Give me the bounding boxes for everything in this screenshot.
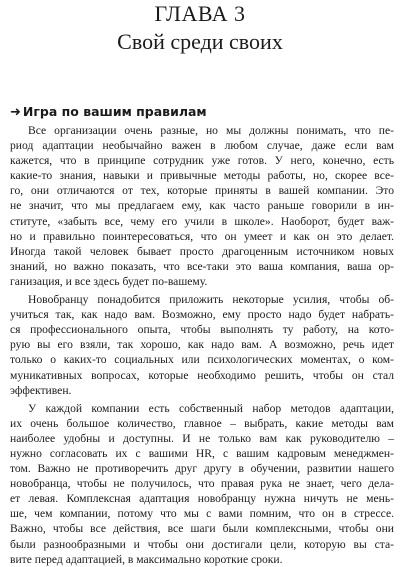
text-line: но и правильно поинтересоваться, что он умеет и как он это делает. — [10, 229, 394, 243]
text-line: вите перед адаптацией, в максимально короткие сроки. — [10, 552, 283, 566]
text-line: новобранца, чтобы не получилось, что правая рука не знает, чего дела- — [10, 477, 394, 491]
text-line: риод адаптации необычайно важен в любом случае, даже если вам — [10, 139, 394, 153]
paragraph — [10, 401, 394, 567]
body-text — [10, 123, 394, 567]
text-line: знаний, но важно показать, что все-таки это ваша компания, ваша ор- — [10, 259, 394, 273]
text-line: рую вы его взяли, так хорошо, как надо вам. А возможно, речь идет — [10, 338, 394, 352]
section-heading-text: Игра по вашим правилам — [22, 104, 207, 119]
text-line: эффективен. — [10, 383, 72, 397]
text-line: какие-то знания, навыки и привычные методы работы, но, скорее все- — [10, 169, 394, 183]
text-line: ся профессионального опыта, чтобы выполнять ту работу, на кото- — [10, 323, 394, 337]
text-line: ет левая. Комплексная адаптация новобранцу нужна ничуть не мень- — [10, 492, 394, 506]
text-line: том. Важно не противоречить друг другу в обучении, развитии нашего — [10, 462, 394, 476]
section-heading — [10, 104, 207, 121]
text-line: Иногда такой человек бывает просто драгоценным источником новых — [10, 244, 394, 258]
text-line: Новобранцу понадобится приложить некоторые усилия, чтобы об- — [28, 293, 394, 307]
arrow-right-icon: ➜ — [10, 105, 21, 120]
text-line: Все организации очень разные, но мы должны понимать, что пе- — [28, 124, 394, 137]
text-line: ституте, «забыть все, чему его учили в школе». Наоборот, будет важ- — [10, 214, 394, 228]
text-line: Важно, чтобы все действия, все шаги были комплексными, чтобы они — [10, 522, 394, 536]
text-line: наиболее удобны и доступны. И не только вам как руководителю – — [10, 431, 394, 445]
text-line: ше, чем компании, потому что мы с вами помним, что он в стрессе. — [10, 507, 394, 521]
text-line: не значит, что мы предлагаем ему, как часто раньше говорили в ин- — [10, 199, 394, 213]
paragraph — [10, 292, 394, 398]
text-line: нужно согласовать их с вашими HR, с вашим кадровым менеджмен- — [10, 446, 394, 460]
text-line: ганизация, и все здесь будет по-вашему. — [10, 274, 208, 288]
text-line: их очень большое количество, главное – выбрать, какие методы вам — [10, 416, 394, 430]
text-line: го, они отличаются от тех, которые приняты в вашей компании. Это — [10, 184, 394, 198]
text-line: только о каких-то социальных или психологических моментах, о ком- — [10, 353, 394, 367]
text-line: У каждой компании есть собственный набор методов адаптации, — [28, 401, 394, 415]
text-line: муникативных вопросах, которые необходимо решить, чтобы он стал — [10, 368, 394, 382]
text-line: кажется, что в принципе сотрудник уже готов. У него, конечно, есть — [10, 154, 394, 168]
text-line: учиться так, как надо вам. Возможно, ему просто надо будет набрать- — [10, 308, 394, 322]
text-line: были разнообразными и чтобы они достигали цели, которую вы ста- — [10, 537, 394, 551]
chapter-title: Свой среди своих — [117, 29, 283, 54]
chapter-number: ГЛАВА 3 — [154, 1, 246, 26]
paragraph — [10, 123, 394, 289]
